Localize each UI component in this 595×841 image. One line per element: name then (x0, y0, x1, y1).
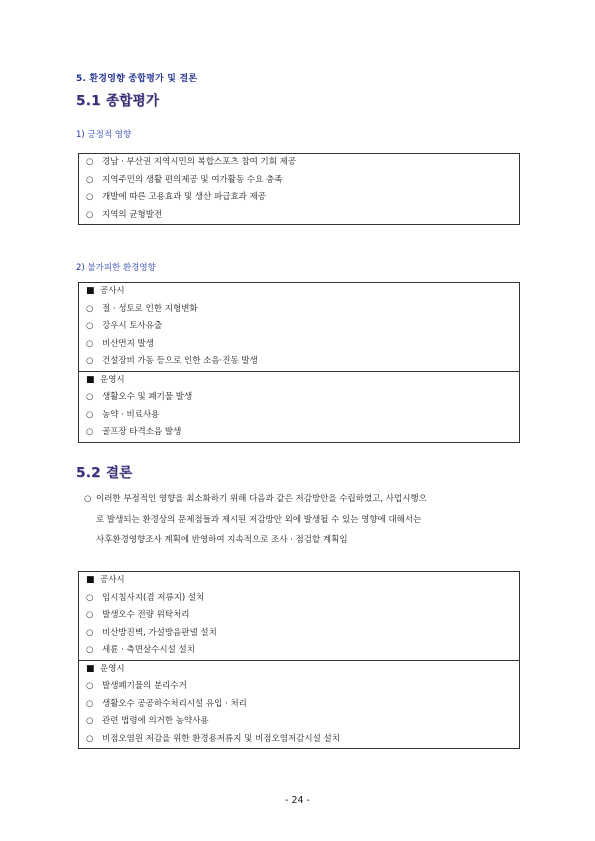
list-item: ○ 개발에 따른 고용효과 및 생산 파급효과 제공 (79, 189, 519, 207)
construction-group (79, 283, 519, 371)
circle-bullet-icon: ○ (86, 681, 94, 691)
unavoidable-impacts-box (78, 282, 520, 443)
circle-bullet-icon: ○ (86, 157, 94, 167)
positive-impacts-box (78, 153, 520, 225)
list-item: ○ 비산방진벽, 가설방음판넬 설치 (79, 625, 519, 643)
group-header: ■ 공사시 (79, 283, 519, 301)
circle-bullet-icon: ○ (86, 716, 94, 726)
circle-bullet-icon: ○ (86, 356, 94, 366)
list-item: ○ 지역의 균형발전 (79, 207, 519, 225)
list-item: ○ 비산먼지 발생 (79, 336, 519, 354)
subsection-heading-5-2: 5.2 결론 (76, 465, 133, 481)
operation-group (79, 371, 519, 442)
list-item: ○ 생활오수 및 폐기물 발생 (79, 389, 519, 407)
list-item: ○ 비점오염원 저감을 위한 환경용저류지 및 비점오염저감시설 설치 (79, 731, 519, 749)
list-item: ○ 생활오수 공공하수처리시설 유입 · 처리 (79, 696, 519, 714)
group-header: ■ 공사시 (79, 572, 519, 590)
paragraph-line: 사후환경영향조사 계획에 반영하여 지속적으로 조사 · 점검할 계획임 (96, 535, 348, 545)
circle-bullet-icon: ○ (86, 645, 94, 655)
circle-bullet-icon: ○ (84, 494, 92, 504)
circle-bullet-icon: ○ (86, 303, 94, 314)
item-label-unavoidable-impacts: 2) 불가피한 환경영향 (76, 263, 156, 273)
circle-bullet-icon: ○ (86, 321, 94, 331)
circle-bullet-icon: ○ (86, 209, 94, 220)
paragraph-line: ○ 이러한 부정적인 영향을 최소화하기 위해 다음과 같은 저감방안을 수립하였고, 사업시행으 (84, 489, 524, 510)
square-bullet-icon: ■ (86, 575, 95, 585)
list-item: ○ 세륜 · 측면살수시설 설치 (79, 642, 519, 660)
list-item: ○ 관련 법령에 의거한 농약사용 (79, 713, 519, 731)
subsection-heading-5-1: 5.1 종합평가 (76, 93, 160, 109)
circle-bullet-icon: ○ (86, 338, 94, 349)
list-item: ○ 경남 · 부산권 지역시민의 복합스포츠 참여 기회 제공 (79, 154, 519, 172)
circle-bullet-icon: ○ (86, 627, 94, 638)
list-item: ○ 임시침사지(겸 저류지) 설치 (79, 590, 519, 608)
conclusion-paragraph (84, 489, 524, 551)
list-item: ○ 건설장비 가동 등으로 인한 소음·진동 발생 (79, 353, 519, 371)
group-header: ■ 운영시 (79, 661, 519, 679)
section-heading: 5. 환경영향 종합평가 및 결론 (76, 74, 198, 84)
square-bullet-icon: ■ (86, 374, 95, 385)
list-item: ○ 농약 · 비료사용 (79, 407, 519, 425)
circle-bullet-icon: ○ (86, 192, 94, 202)
list-item: ○ 골프장 타격소음 발생 (79, 424, 519, 442)
construction-group (79, 572, 519, 660)
item-label-positive-impacts: 1) 긍정적 영향 (76, 130, 132, 140)
paragraph-line: 로 발생되는 환경상의 문제점들과 제시된 저감방안 외에 발생될 수 있는 영향에 대해서는 (96, 514, 422, 525)
circle-bullet-icon: ○ (86, 174, 94, 185)
square-bullet-icon: ■ (86, 286, 95, 296)
circle-bullet-icon: ○ (86, 392, 94, 402)
group-header: ■ 운영시 (79, 372, 519, 390)
mitigation-box (78, 571, 520, 749)
circle-bullet-icon: ○ (86, 733, 94, 744)
list-item: ○ 지역주민의 생활 편의제공 및 여가활동 수요 충족 (79, 172, 519, 190)
page-number: - 24 - (285, 795, 310, 806)
square-bullet-icon: ■ (86, 663, 95, 674)
circle-bullet-icon: ○ (86, 409, 94, 420)
list-item: ○ 절 · 성토로 인한 지형변화 (79, 301, 519, 319)
circle-bullet-icon: ○ (86, 698, 94, 709)
list-item: ○ 강우시 토사유출 (79, 318, 519, 336)
circle-bullet-icon: ○ (86, 592, 94, 603)
operation-group (79, 660, 519, 749)
circle-bullet-icon: ○ (86, 610, 94, 620)
circle-bullet-icon: ○ (86, 427, 94, 437)
list-item: ○ 발생폐기물의 분리수거 (79, 678, 519, 696)
list-item: ○ 발생오수 전량 위탁처리 (79, 607, 519, 625)
